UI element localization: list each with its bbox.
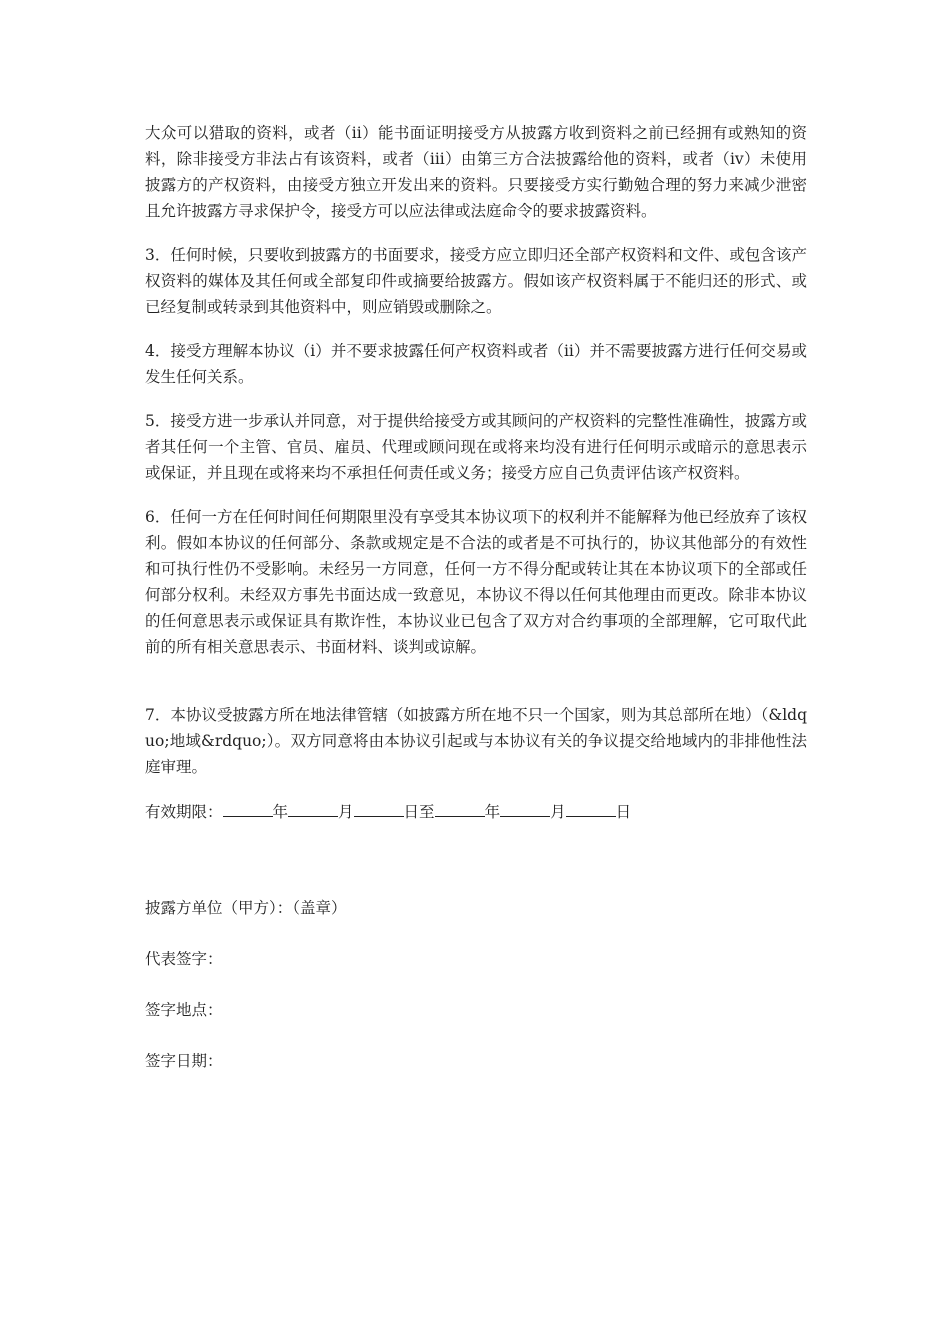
- validity-month-2: 月: [550, 803, 566, 821]
- validity-period-line: [145, 798, 807, 825]
- blank-field-end-month[interactable]: [500, 798, 550, 817]
- blank-field-start-month[interactable]: [288, 798, 338, 817]
- paragraph-clause-7: 7．本协议受披露方所在地法律管辖（如披露方所在地不只一个国家，则为其总部所在地）（&ldquo;地域&rdquo;）。双方同意将由本协议引起或与本协议有关的争议提交给地域内的非排他性法庭审理。: [145, 706, 807, 776]
- document-page: [145, 120, 807, 1074]
- representative-signature-label: 代表签字：: [145, 950, 223, 968]
- blank-field-end-day[interactable]: [566, 798, 616, 817]
- blank-field-start-day[interactable]: [354, 798, 404, 817]
- validity-day-to: 日至: [403, 803, 435, 821]
- signature-block: [145, 895, 807, 1074]
- paragraph-clause-5: 5．接受方进一步承认并同意，对于提供给接受方或其顾问的产权资料的完整性准确性，披露方或者其任何一个主管、官员、雇员、代理或顾问现在或将来均没有进行任何明示或暗示的意思表示或保证，并且现在或将来均不承担任何责任或义务；接受方应自己负责评估该产权资料。: [145, 412, 807, 482]
- paragraph-clause-4: 4．接受方理解本协议（i）并不要求披露任何产权资料或者（ii）并不需要披露方进行任何交易或发生任何关系。: [145, 342, 807, 386]
- blank-field-end-year[interactable]: [435, 798, 485, 817]
- validity-year-1: 年: [272, 803, 289, 821]
- blank-field-start-year[interactable]: [223, 798, 273, 817]
- signing-date-label: 签字日期：: [145, 1052, 223, 1070]
- signing-place-label: 签字地点：: [145, 1001, 223, 1019]
- validity-label: 有效期限：: [145, 803, 223, 821]
- paragraph-clause-6: 6．任何一方在任何时间任何期限里没有享受其本协议项下的权利并不能解释为他已经放弃了该权利。假如本协议的任何部分、条款或规定是不合法的或者是不可执行的，协议其他部分的有效性和可执行性仍不受影响。未经另一方同意，任何一方不得分配或转让其在本协议项下的全部或任何部分权利。未经双方事先书面达成一致意见，本协议不得以任何其他理由而更改。除非本协议的任何意思表示或保证具有欺诈性，本协议业已包含了双方对合约事项的全部理解，它可取代此前的所有相关意思表示、书面材料、谈判或谅解。: [145, 508, 807, 656]
- validity-year-2: 年: [484, 803, 501, 821]
- validity-month-1: 月: [338, 803, 354, 821]
- disclosing-party-label: 披露方单位（甲方）：（盖章）: [145, 899, 347, 917]
- validity-day-2: 日: [615, 803, 632, 821]
- paragraph-clause-3: 3．任何时候，只要收到披露方的书面要求，接受方应立即归还全部产权资料和文件、或包含该产权资料的媒体及其任何或全部复印件或摘要给披露方。假如该产权资料属于不能归还的形式、或已经复制或转录到其他资料中，则应销毁或删除之。: [145, 246, 807, 316]
- paragraph-continued: 大众可以猎取的资料，或者（ii）能书面证明接受方从披露方收到资料之前已经拥有或熟知的资料，除非接受方非法占有该资料，或者（iii）由第三方合法披露给他的资料，或者（iv）未使用披露方的产权资料，由接受方独立开发出来的资料。只要接受方实行勤勉合理的努力来减少泄密且允许披露方寻求保护令，接受方可以应法律或法庭命令的要求披露资料。: [145, 124, 807, 220]
